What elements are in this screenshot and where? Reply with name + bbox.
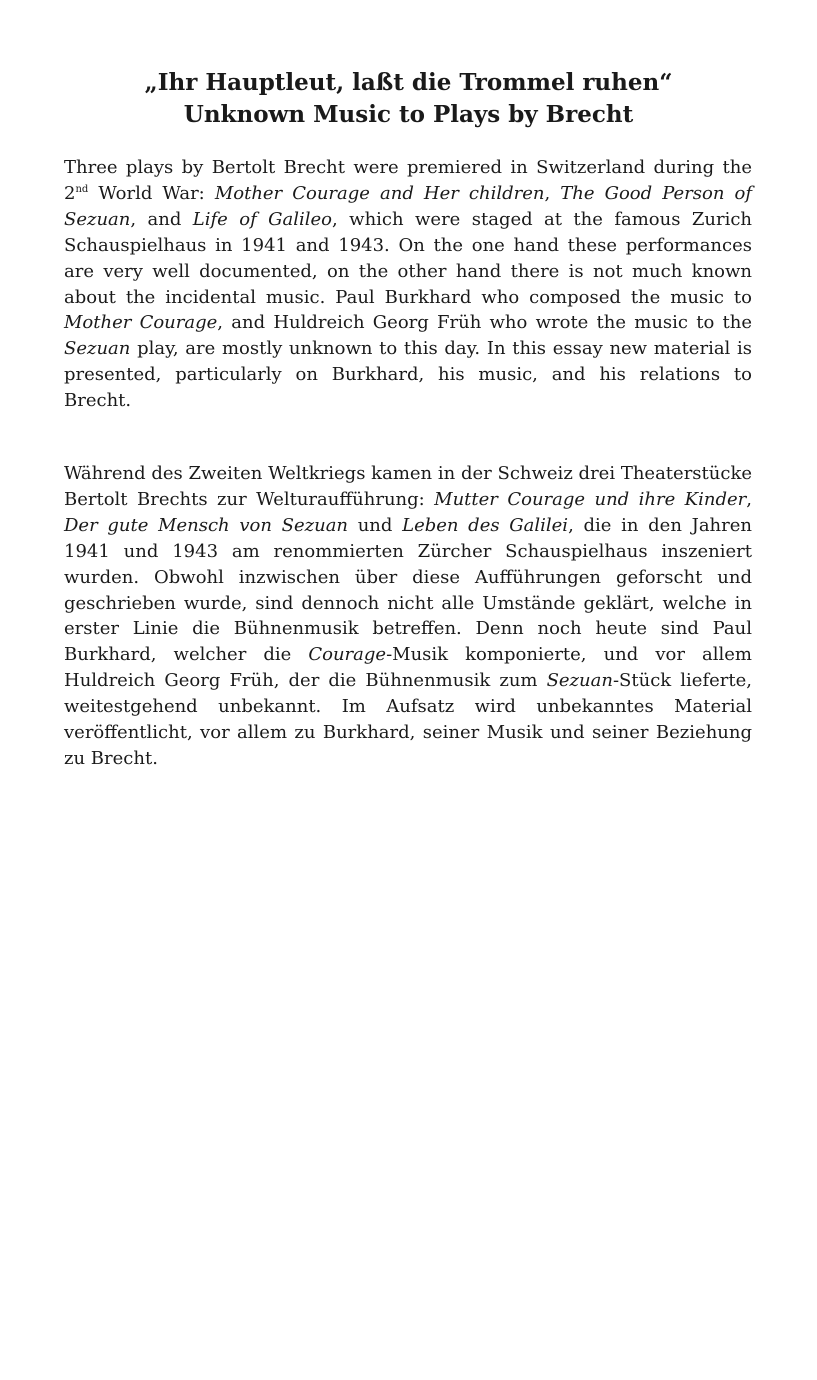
abstract-en-text: , and	[130, 208, 193, 230]
abstract-de-text: -Musik komponierte, und vor allem Huldreich Georg Früh, der die Bühnenmusik zum	[64, 644, 752, 692]
play-title: Mother Courage and Her children	[214, 182, 545, 204]
abstract-german	[64, 461, 752, 772]
ordinal-suffix: nd	[75, 183, 89, 195]
play-title: Leben des Galilei	[402, 514, 569, 536]
abstract-en-text: ,	[544, 182, 561, 204]
title-line-1: „Ihr Hauptleut, laßt die Trommel ruhen“	[144, 69, 673, 96]
play-title: Mother Courage	[64, 312, 218, 334]
abstract-en-text: , and Huldreich Georg Früh who wrote the music to the	[217, 312, 752, 334]
abstract-de-text: Während des Zweiten Weltkriegs kamen in der Schweiz drei Theaterstücke Bertolt Brechts zur Welturaufführung:	[64, 463, 752, 510]
play-title: Mutter Courage und ihre Kinder	[434, 488, 747, 510]
abstract-en-text: World War:	[88, 182, 215, 204]
play-title: Sezuan	[64, 338, 131, 360]
abstract-de-text: und	[348, 514, 403, 536]
abstract-de-text: -Stück lieferte, weitestgehend unbekannt. Im Aufsatz wird unbekanntes Material veröffentlicht, vor allem zu Burkhard, seiner Musik und seiner Beziehung zu Brecht.	[64, 670, 752, 769]
abstract-en-text: Three plays by Bertolt Brecht were premiered in Switzerland during the 2	[64, 157, 752, 204]
play-title: Courage	[308, 644, 387, 666]
abstract-en-text: , which were staged at the famous Zurich Schauspielhaus in 1941 and 1943. On the one hand these performances are very well documented, on the other hand there is not much known about the incidental music. Paul Burkhard who composed the music to	[64, 208, 753, 308]
abstract-en-text: play, are mostly unknown to this day. In this essay new material is presented, particularly on Burkhard, his music, and his relations to Brecht.	[64, 338, 752, 412]
play-title: Sezuan	[546, 670, 613, 692]
title-line-2: Unknown Music to Plays by Brecht	[183, 101, 634, 128]
abstract-de-text: ,	[746, 488, 752, 510]
play-title: The Good Person of Sezuan	[64, 182, 752, 230]
abstract-de-text: , die in den Jahren 1941 und 1943 am renommierten Zürcher Schauspielhaus inszeniert wurden. Obwohl inzwischen über diese Aufführungen geforscht und geschrieben wurde, sind dennoch nicht alle Umstände geklärt, welche in erster Linie die Bühnenmusik betreffen. Denn noch heute sind Paul Burkhard, welcher die	[64, 514, 752, 666]
play-title: Life of Galileo	[192, 208, 333, 230]
play-title: Der gute Mensch von Sezuan	[64, 514, 349, 536]
abstract-english	[64, 155, 752, 414]
